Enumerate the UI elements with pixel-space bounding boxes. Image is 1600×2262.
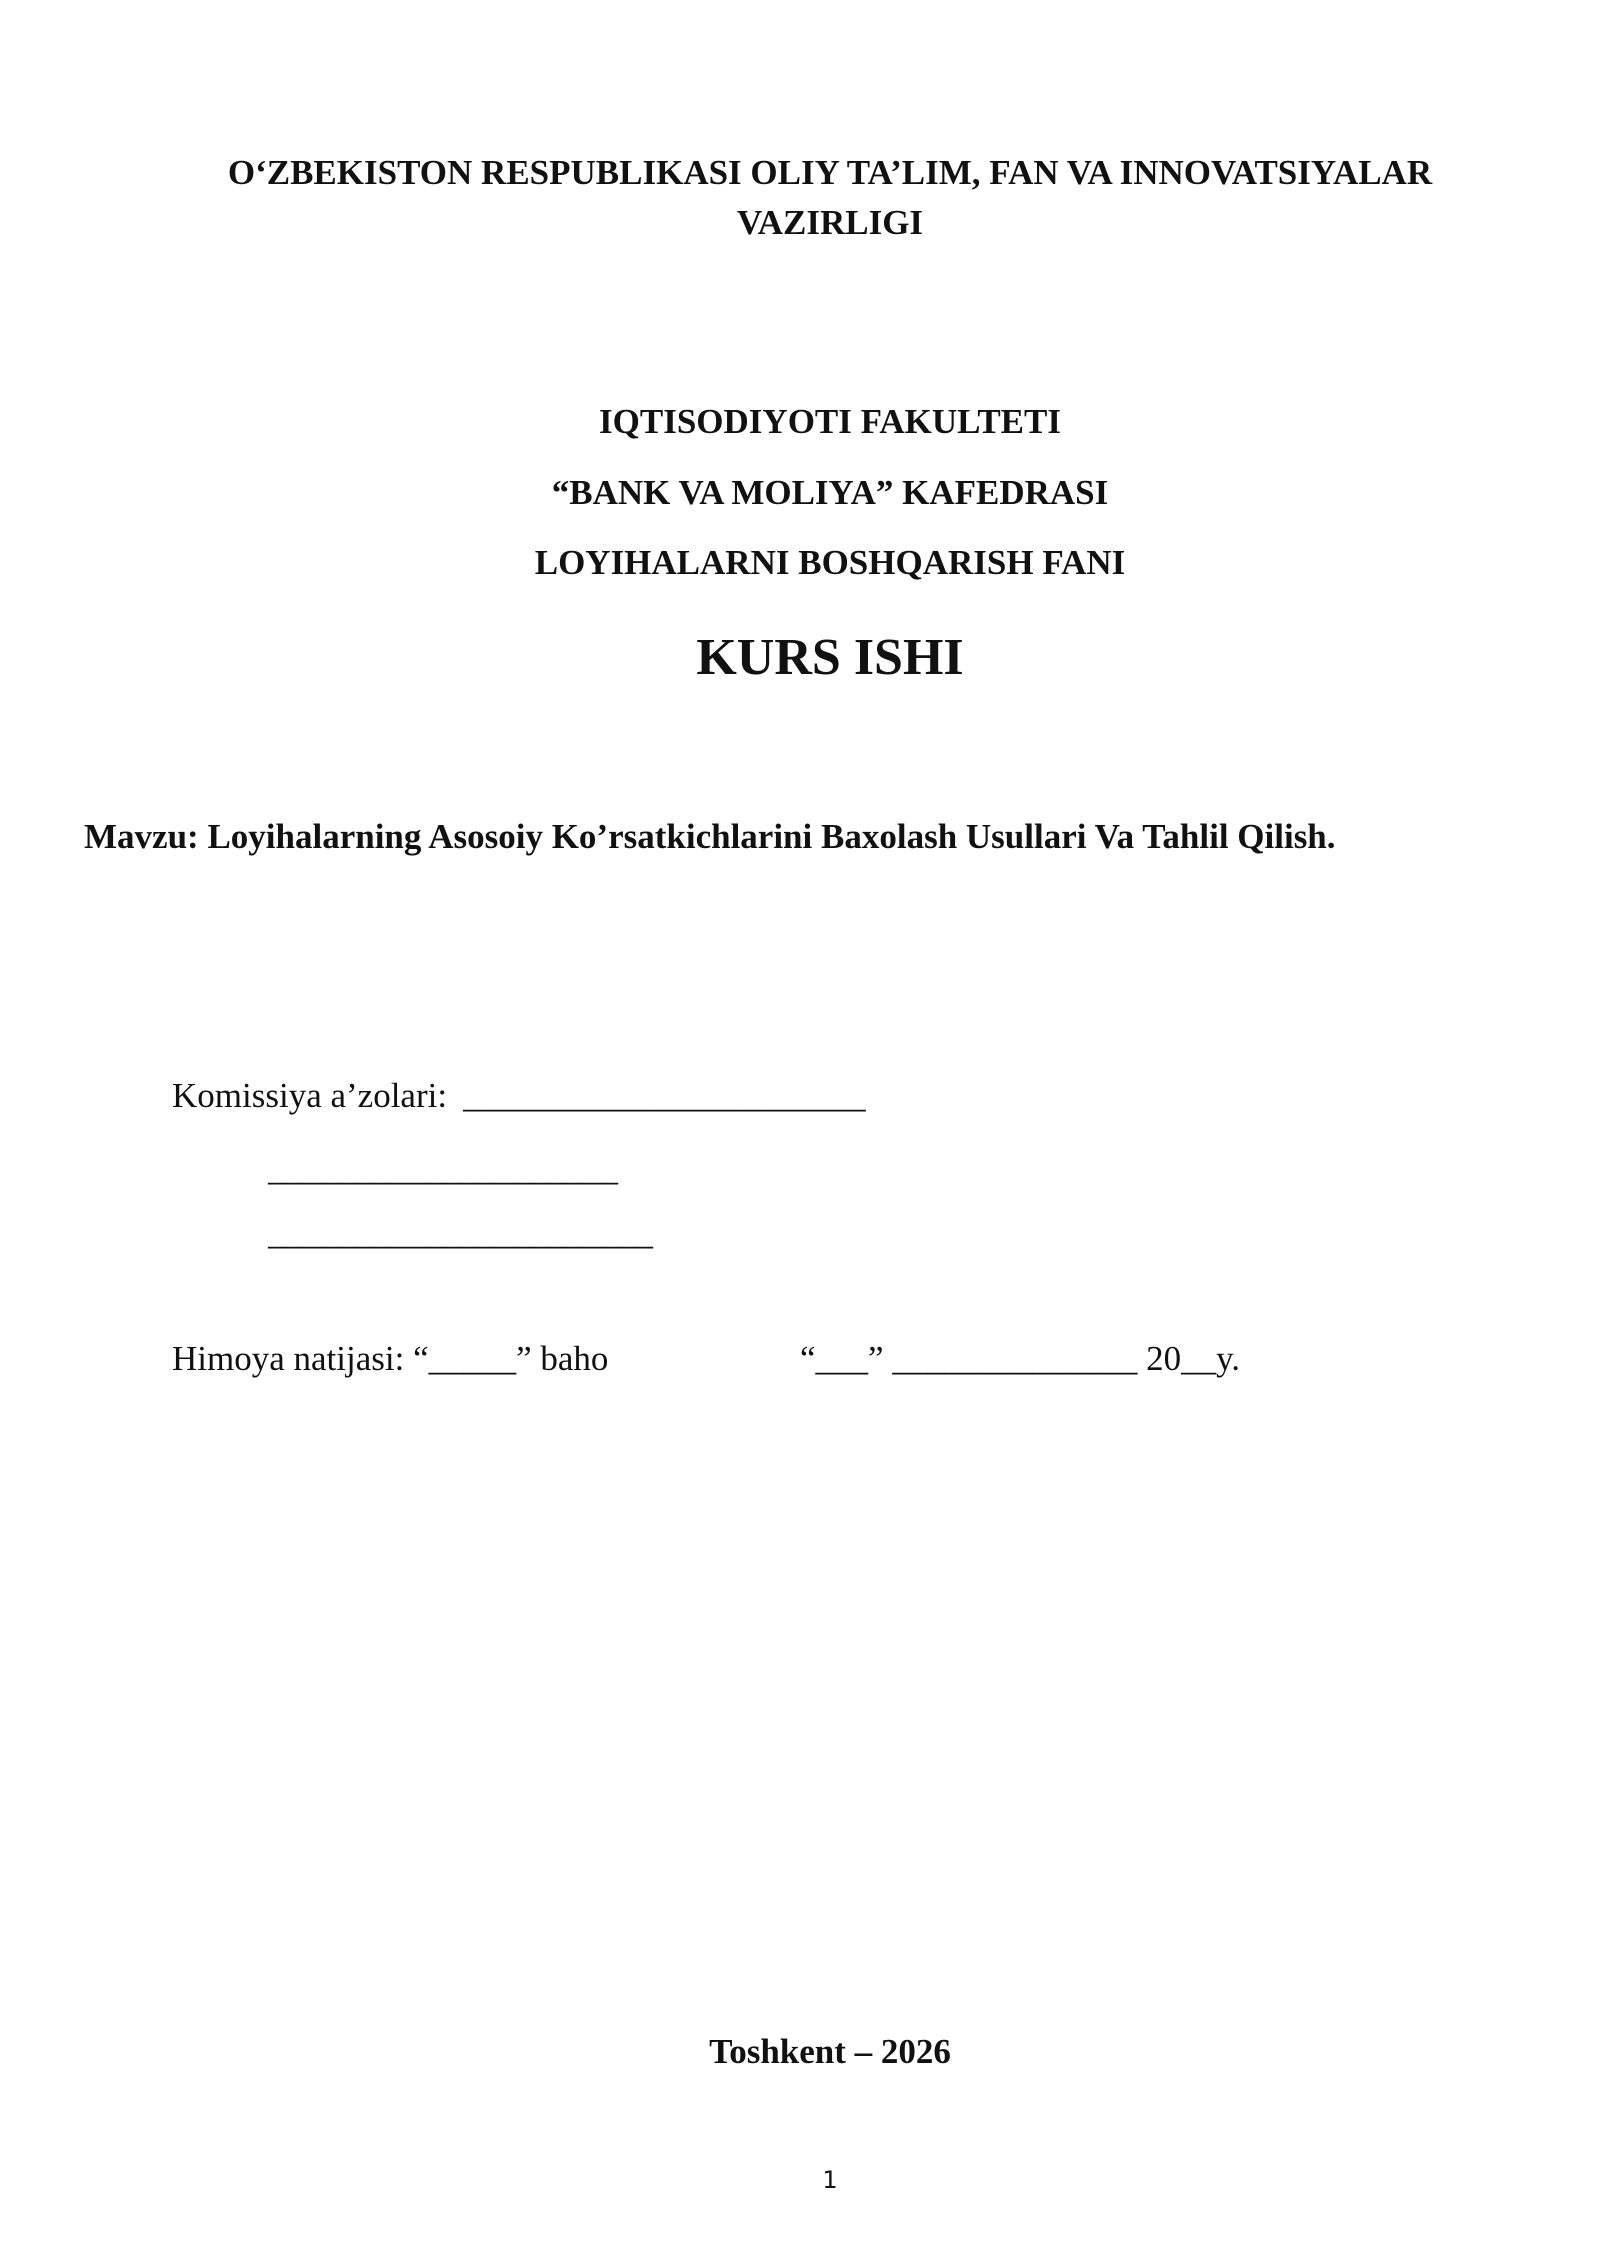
commission-members [172, 1073, 866, 1119]
commission-blank-3: ______________________ [268, 1213, 653, 1252]
ministry-title [0, 148, 1600, 248]
defense-result: Himoya natijasi: “_____” baho [172, 1339, 609, 1378]
page-number: 1 [822, 2166, 838, 2194]
ministry-title-line2: VAZIRLIGI [736, 203, 924, 242]
defense-date: “___” ______________ 20__y. [800, 1339, 1241, 1378]
ministry-title-line1: O‘ZBEKISTON RESPUBLIKASI OLIY TA’LIM, FAN VA INNOVATSIYALAR [227, 153, 1433, 192]
document-type-title: KURS ISHI [696, 629, 964, 686]
department-name: “BANK VA MOLIYA” KAFEDRASI [551, 473, 1109, 512]
commission-label: Komissiya a’zolari: [172, 1076, 448, 1115]
commission-blank-2: ____________________ [268, 1149, 618, 1188]
topic-line: Mavzu: Loyihalarning Asosoiy Ko’rsatkichlarini Baxolash Usullari Va Tahlil Qilish. [84, 817, 1336, 856]
faculty-name: IQTISODIYOTI FAKULTETI [599, 402, 1061, 441]
commission-blank-1: _______________________ [463, 1076, 866, 1115]
subject-name: LOYIHALARNI BOSHQARISH FANI [534, 543, 1126, 582]
city-year: Toshkent – 2026 [709, 2032, 951, 2071]
